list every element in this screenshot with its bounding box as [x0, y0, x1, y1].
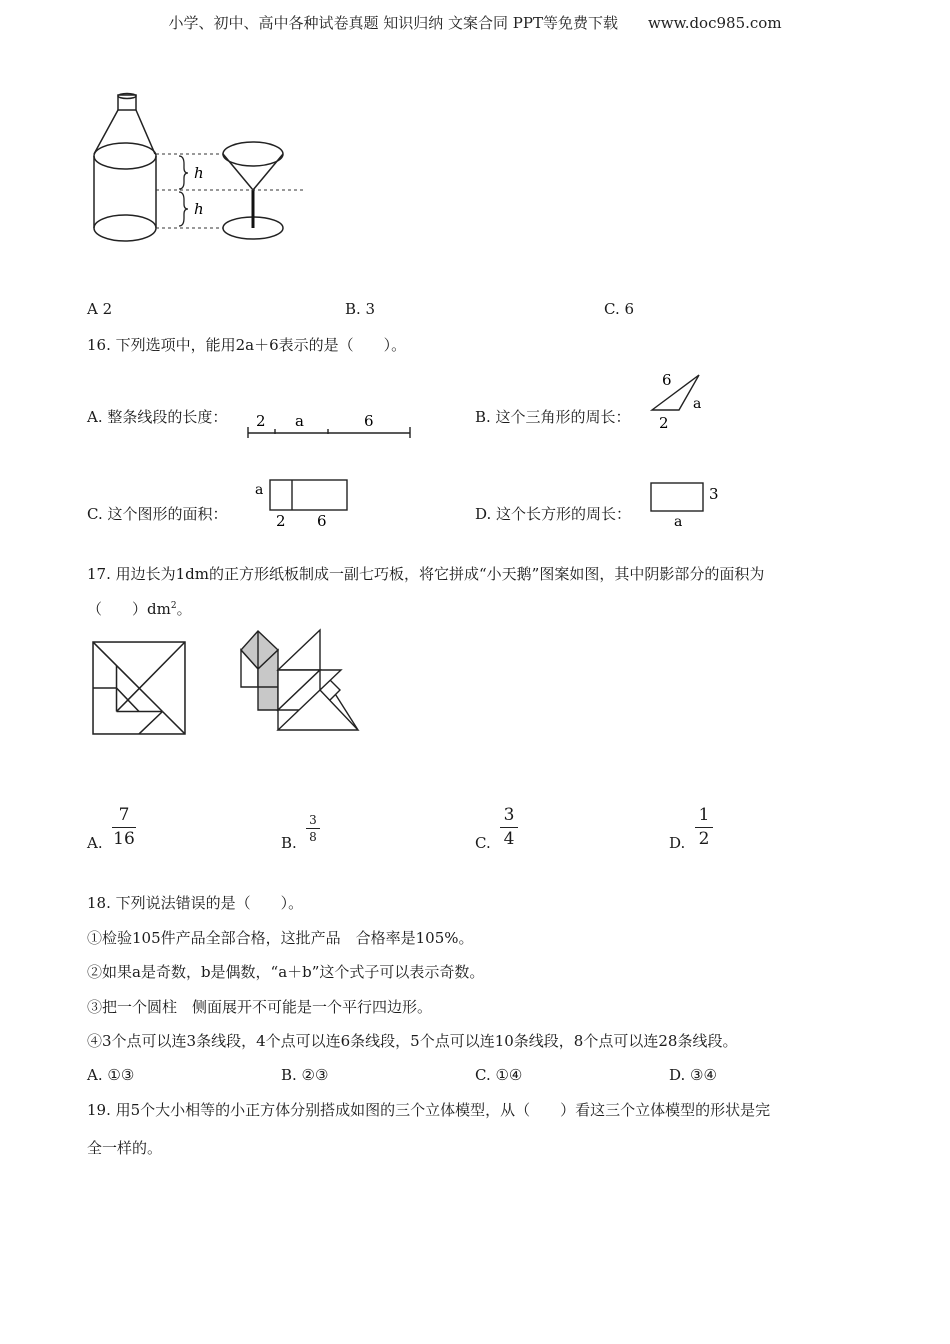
q15-h-label-1: h — [194, 164, 204, 182]
q19-stem-line1: 19. 用5个大小相等的小正方体分别搭成如图的三个立体模型，从（ ）看这三个立体模型的形状是完 — [87, 1101, 771, 1119]
q16-option-b: B. 这个三角形的周长： — [475, 408, 631, 426]
q17-b-denominator: 8 — [309, 830, 317, 844]
q17-tangram-swan — [238, 628, 364, 734]
q16-b-label-a: a — [693, 396, 702, 412]
q16-option-c: C. 这个图形的面积： — [87, 505, 228, 523]
q16-d-label-a: a — [674, 514, 683, 530]
q19-stem-line2: 全一样的。 — [87, 1139, 163, 1157]
q17-stem-text: （ ）dm — [87, 600, 171, 618]
q16-option-a: A. 整条线段的长度： — [87, 408, 228, 426]
q17-option-a-fraction — [112, 807, 136, 848]
q16-b-label-6: 6 — [662, 371, 672, 389]
q16-b-figure — [648, 368, 718, 434]
q16-c-label-2: 2 — [276, 512, 286, 530]
q15-figure — [80, 88, 320, 248]
q18-option-c: C. ①④ — [475, 1066, 523, 1084]
q17-a-numerator: 7 — [118, 805, 130, 825]
q17-option-b-letter: B. — [281, 834, 297, 852]
q17-option-d-letter: D. — [669, 834, 686, 852]
q17-b-numerator: 3 — [309, 813, 317, 827]
q18-item-1: ①检验105件产品全部合格，这批产品 合格率是105%。 — [87, 929, 474, 947]
q17-stem-end: 。 — [176, 600, 192, 618]
q18-item-2: ②如果a是奇数，b是偶数，“a＋b”这个式子可以表示奇数。 — [87, 963, 485, 981]
q17-option-c-letter: C. — [475, 834, 491, 852]
q17-d-numerator: 1 — [698, 805, 710, 825]
q16-a-label-2: 2 — [256, 412, 266, 430]
q16-c-label-a: a — [255, 482, 264, 498]
q18-option-a: A. ①③ — [87, 1066, 135, 1084]
q16-stem: 16. 下列选项中，能用2a＋6表示的是（ ）。 — [87, 336, 407, 354]
q16-d-label-3: 3 — [709, 485, 719, 503]
q17-d-denominator: 2 — [698, 829, 710, 849]
q15-option-b: B. 3 — [345, 300, 376, 318]
q15-option-a: A 2 — [87, 300, 113, 318]
q16-option-d: D. 这个长方形的周长： — [475, 505, 632, 523]
q16-d-figure — [648, 480, 728, 530]
q18-stem: 18. 下列说法错误的是（ ）。 — [87, 894, 304, 912]
q17-option-d-fraction — [695, 807, 713, 848]
q17-option-b-fraction — [306, 814, 320, 843]
q18-item-4: ④3个点可以连3条线段，4个点可以连6条线段，5个点可以连10条线段，8个点可以连28条线段。 — [87, 1032, 738, 1050]
q16-c-figure — [252, 478, 352, 530]
q16-c-label-6: 6 — [317, 512, 327, 530]
q16-a-label-a: a — [295, 412, 304, 430]
q15-option-c: C. 6 — [604, 300, 635, 318]
q17-c-denominator: 4 — [503, 829, 515, 849]
q15-h-label-2: h — [194, 200, 204, 218]
q17-c-numerator: 3 — [503, 805, 515, 825]
q17-option-c-fraction — [500, 807, 518, 848]
q17-stem-line2 — [87, 598, 192, 619]
q18-option-b: B. ②③ — [281, 1066, 329, 1084]
q17-option-a-letter: A. — [87, 834, 103, 852]
q17-stem-sup: 2 — [170, 601, 177, 611]
q16-a-label-6: 6 — [364, 412, 374, 430]
q18-option-d: D. ③④ — [669, 1066, 717, 1084]
page-header: 小学、初中、高中各种试卷真题 知识归纳 文案合同 PPT等免费下载 www.doc985.com — [168, 14, 782, 32]
q18-item-3: ③把一个圆柱 侧面展开不可能是一个平行四边形。 — [87, 998, 433, 1016]
q17-a-denominator: 16 — [113, 829, 135, 849]
q16-a-figure — [246, 410, 414, 440]
q16-b-label-2: 2 — [659, 414, 669, 432]
q17-stem-line1: 17. 用边长为1dm的正方形纸板制成一副七巧板，将它拼成“小天鹅”图案如图，其中阴影部分的面积为 — [87, 565, 765, 583]
q17-tangram-square — [92, 641, 186, 735]
